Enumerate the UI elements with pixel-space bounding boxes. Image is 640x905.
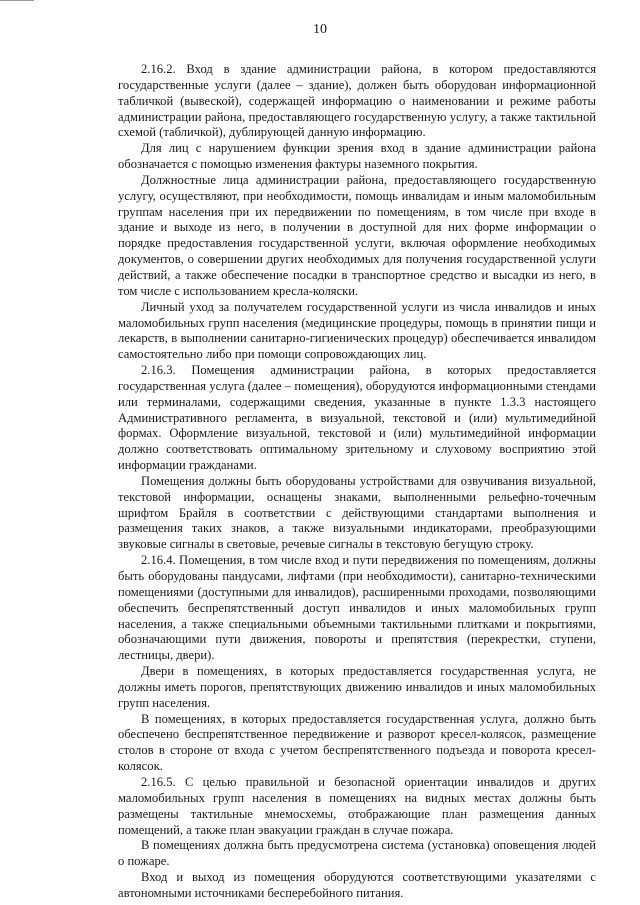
paragraph-2-16-5: 2.16.5. С целью правильной и безопасной ориентации инвалидов и других маломобильных групп населения в помещениях на видных местах должны быть размещены тактильные мнемосхемы, отображающие план размещения данных помещений, а также план эвакуации граждан в случае пожара.: [118, 774, 596, 837]
paragraph-exit-signs: Вход и выход из помещения оборудуются соответствующими указателями с автономными источниками бесперебойного питания.: [118, 870, 596, 900]
document-body: [118, 62, 596, 902]
page-number: 10: [313, 22, 327, 37]
paragraph-personal-care: Личный уход за получателем государственной услуги из числа инвалидов и иных маломобильных групп населения (медицинские процедуры, помощь в принятии пищи и лекарств, в выполнении санитарно-гигиенических процедур) обеспечивается инвалидом самостоятельно либо при помощи сопровождающих лиц.: [118, 299, 596, 362]
scan-corner-mark: [0, 0, 34, 5]
paragraph-2-16-4: 2.16.4. Помещения, в том числе вход и пути передвижения по помещениям, должны быть оборудованы пандусами, лифтами (при необходимости), санитарно-техническими помещениями (доступными для инвалидов), расширенными проходами, позволяющими обеспечить беспрепятственный доступ инвалидов и иных маломобильных групп населения, а также специальными объемными тактильными плитками и покрытиями, обозначающими пути движения, повороты и препятствия (перекрестки, ступени, лестницы, двери).: [118, 553, 596, 663]
paragraph-2-16-3: 2.16.3. Помещения администрации района, в которых предоставляется государственная услуга (далее – помещения), оборудуются информационными стендами или терминалами, содержащими сведения, указанные в пункте 1.3.3 настоящего Административного регламента, в визуальной, текстовой и (или) мультимедийной формах. Оформление визуальной, текстовой и (или) мультимедийной информации должно соответствовать оптимальному зрительному и слуховому восприятию этой информации гражданами.: [118, 363, 596, 473]
paragraph-braille-equipment: Помещения должны быть оборудованы устройствами для озвучивания визуальной, текстовой информации, оснащены знаками, выполненными рельефно-точечным шрифтом Брайля в соответствии с действующими стандартами выполнения и размещения таких знаков, а также визуальными индикаторами, преобразующими звуковые сигналы в световые, речевые сигналы в текстовую бегущую строку.: [118, 473, 596, 552]
paragraph-officials-assistance: Должностные лица администрации района, предоставляющего государственную услугу, осуществляют, при необходимости, помощь инвалидам и иным маломобильным группам населения при их передвижении по помещениям, в том числе при входе в здание и выходе из него, в получении в доступной для них форме информации о порядке предоставления государственной услуги, включая оформление необходимых документов, о совершении других необходимых для получения государственной услуги действий, а также обеспечение посадки в транспортное средство и высадки из него, в том числе с использованием кресла-коляски.: [118, 172, 596, 298]
paragraph-2-16-2: 2.16.2. Вход в здание администрации района, в котором предоставляются государственные услуги (далее – здание), должен быть оборудован информационной табличкой (вывеской), содержащей информацию о наименовании и режиме работы администрации района, предоставляющего государственную услугу, а также тактильной схемой (табличкой), дублирующей данную информацию.: [118, 62, 596, 140]
paragraph-fire-alarm: В помещениях должна быть предусмотрена система (установка) оповещения людей о пожаре.: [118, 838, 596, 869]
paragraph-vision-impaired-entrance: Для лиц с нарушением функции зрения вход в здание администрации района обозначается с помощью изменения фактуры наземного покрытия.: [118, 141, 596, 172]
paragraph-doors-thresholds: Двери в помещениях, в которых предоставляется государственная услуга, не должны иметь порогов, препятствующих движению инвалидов и иных маломобильных групп населения.: [118, 664, 596, 710]
paragraph-wheelchair-movement: В помещениях, в которых предоставляется государственная услуга, должно быть обеспечено беспрепятственное передвижение и разворот кресел-колясок, размещение столов в стороне от входа с учетом беспрепятственного подъезда и поворота кресел-колясок.: [118, 711, 596, 774]
